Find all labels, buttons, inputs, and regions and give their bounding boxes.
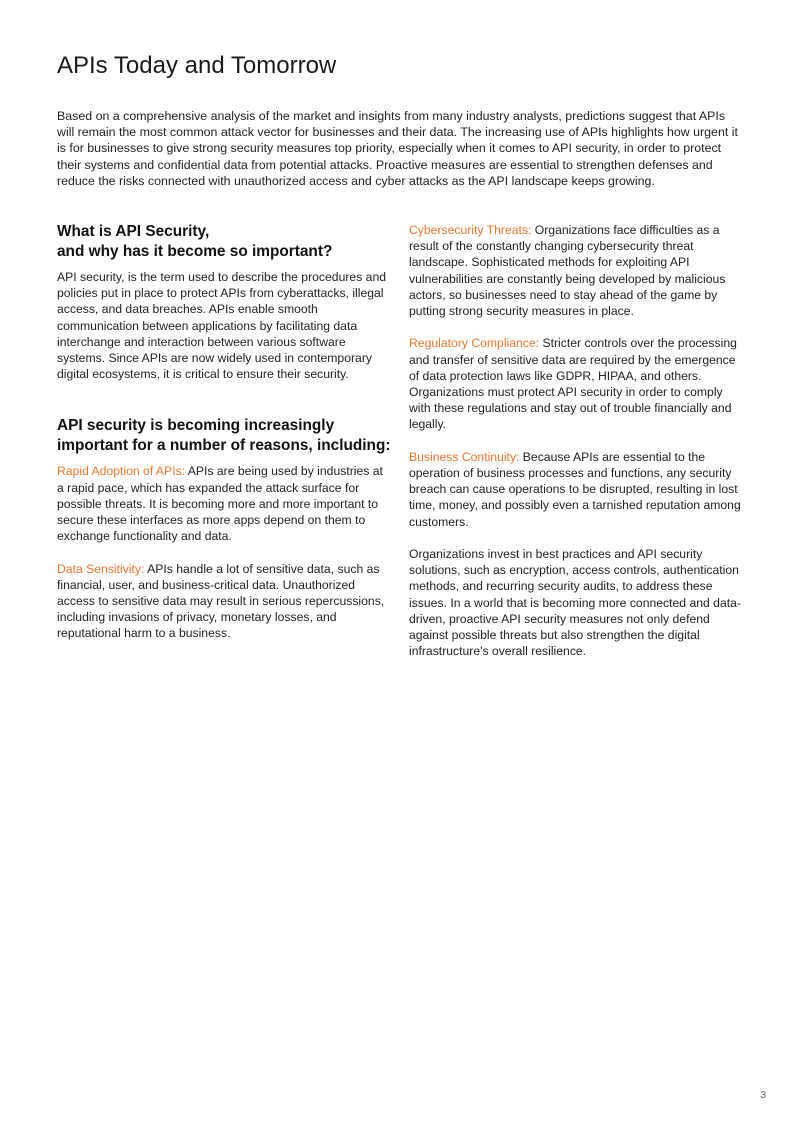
intro-paragraph: Based on a comprehensive analysis of the market and insights from many industry analysts, predictions suggest that APIs will remain the most common attack vector for businesses and their data. The increasing use of APIs highlights how urgent it is for businesses to give strong security measures top priority, especially when it comes to API security, in order to protect their systems and confidential data from potential attacks. Proactive measures are essential to strengthen defenses and reduce the risks connected with unauthorized access and cyber attacks as the API landscape keeps growing. (57, 109, 738, 188)
heading-line: What is API Security, (57, 223, 210, 240)
reason-data-sensitivity (57, 561, 391, 642)
heading-line: important for a number of reasons, including: (57, 436, 391, 454)
left-column (57, 222, 391, 642)
right-column (409, 222, 747, 659)
reason-label: Business Continuity: (409, 449, 520, 464)
section-body-what-is-api-security: API security, is the term used to describe the procedures and policies put in place to protect APIs from cyberattacks, illegal access, and data breaches. APIs enable smooth communication between applications by facilitating data interchange and interaction between various software systems. Since APIs are now widely used in contemporary digital ecosystems, it is critical to ensure their security. (57, 270, 387, 382)
section-heading-reasons (57, 416, 391, 455)
reason-text: Stricter controls over the processing and transfer of sensitive data are required by the emergence of data protection laws like GDPR, HIPAA, and others. Organizations must protect API security in order to comply with these regulations and stay out of trouble financially and legally. (409, 336, 737, 432)
reason-label: Regulatory Compliance: (409, 336, 540, 351)
reason-text: APIs handle a lot of sensitive data, such as financial, user, and business-critical data. Unauthorized access to sensitive data may result in serious repercussions, including invasions of privacy, monetary losses, and reputational harm to a business. (57, 561, 385, 641)
reason-rapid-adoption (57, 463, 391, 544)
heading-line: and why has it become so important? (57, 242, 333, 260)
reason-label: Rapid Adoption of APIs: (57, 464, 186, 479)
reason-text: Organizations face difficulties as a result of the constantly changing cybersecurity threat landscape. Sophisticated methods for exploiting API vulnerabilities are constantly being developed by malicious actors, so businesses need to stay ahead of the game by putting strong security measures in place. (409, 223, 726, 319)
reason-text: APIs are being used by industries at a rapid pace, which has expanded the attack surface for possible threats. It is becoming more and more important to secure these interfaces as more apps depend on them to exchange functionality and data. (57, 464, 383, 544)
reason-label: Cybersecurity Threats: (409, 223, 532, 237)
page-number: 3 (760, 1090, 766, 1101)
reason-cybersecurity-threats (409, 222, 747, 319)
heading-line: API security is becoming increasingly (57, 417, 335, 435)
reason-label: Data Sensitivity: (57, 561, 145, 576)
reason-regulatory-compliance (409, 335, 747, 432)
page-title: APIs Today and Tomorrow (57, 52, 337, 79)
reason-text: Because APIs are essential to the operation of business processes and functions, any security breach can cause operations to be disrupted, resulting in lost time, money, and possibly even a tarnished reputation among customers. (409, 449, 741, 529)
section-heading-what-is-api-security (57, 222, 391, 261)
closing-paragraph: Organizations invest in best practices and API security solutions, such as encryption, access controls, authentication methods, and recurring security audits, to address these issues. In a world that is becoming more connected and data-driven, proactive API security measures not only defend against possible threats but also strengthen the digital infrastructure's overall resilience. (409, 547, 741, 659)
reason-business-continuity (409, 449, 747, 530)
